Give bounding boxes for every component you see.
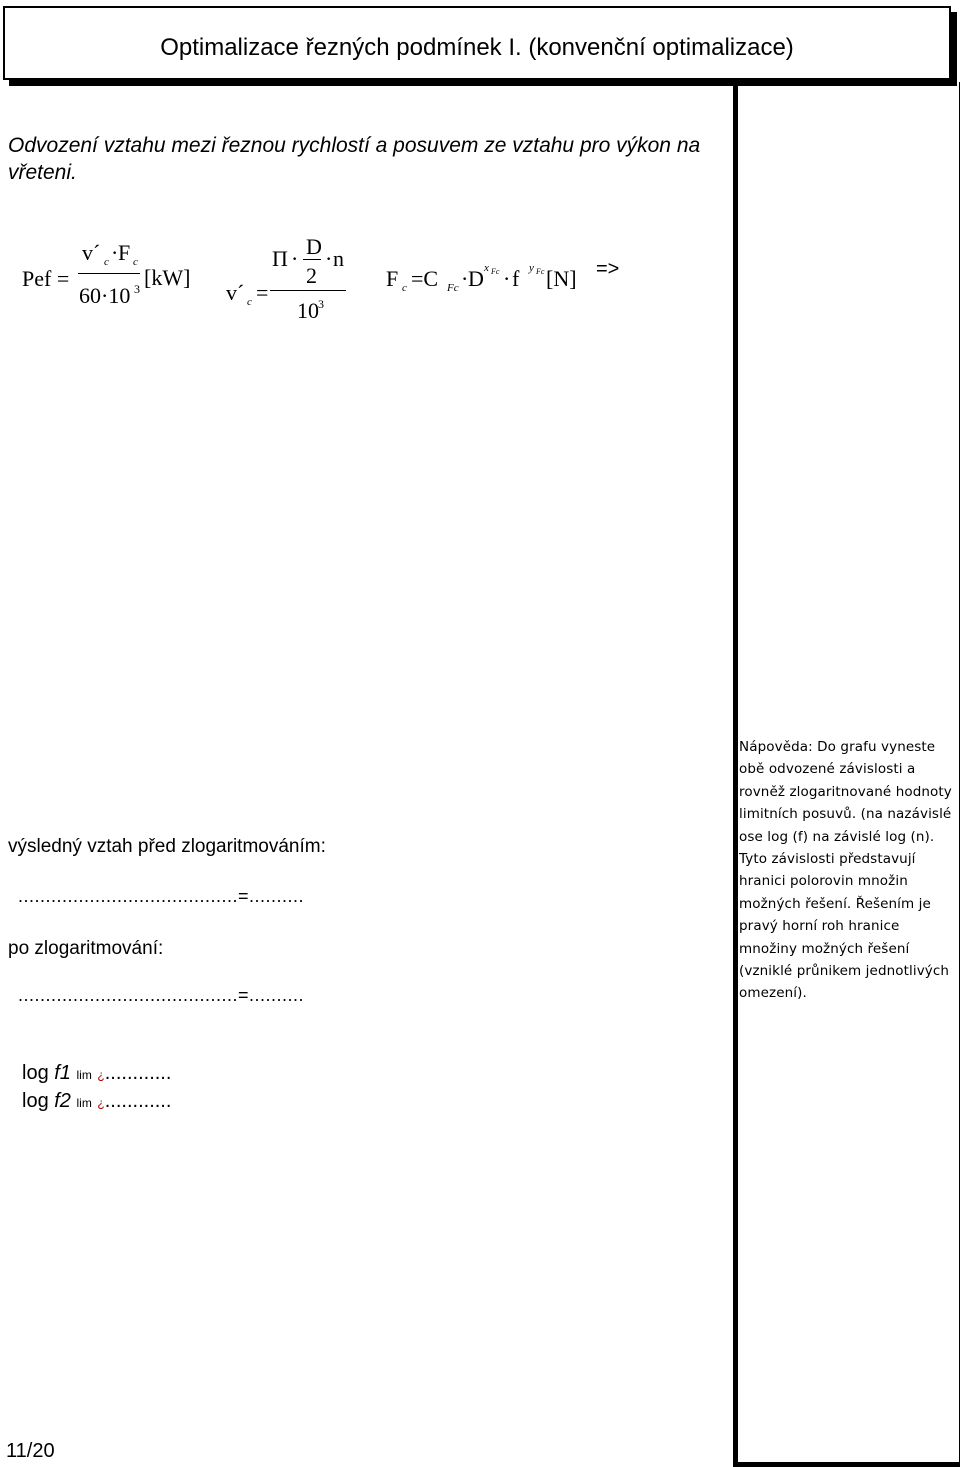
fc-f-exp: y [529, 262, 534, 274]
fc-f-exp-sub: Fc [536, 267, 545, 276]
fc-lhs-sub: c [402, 282, 407, 294]
vc-num-two: 2 [306, 263, 317, 288]
vc-num-d: D [306, 234, 322, 259]
fc-d: D [468, 266, 484, 291]
vc-den: 10 [297, 298, 319, 323]
pef-den-exp: 3 [134, 282, 140, 296]
log-mark: ¿ [97, 1096, 105, 1110]
implies-arrow: => [596, 258, 620, 280]
title-box [3, 6, 951, 80]
vc-inner-fraction-line [303, 259, 321, 260]
page-number: 11/20 [6, 1440, 55, 1462]
log-var: f2 [54, 1090, 71, 1112]
fc-f: f [512, 266, 520, 291]
fc-eq: =C [411, 266, 439, 291]
pef-den: 60·10 [79, 283, 131, 308]
page-title: Optimalizace řezných podmínek I. (konvenční optimalizace) [160, 34, 794, 61]
log-dots: ............ [104, 1090, 172, 1112]
vc-lhs-v: v´ [226, 280, 245, 305]
fc-d-exp-sub: Fc [491, 267, 500, 276]
fc-lhs-f: F [386, 266, 399, 291]
log-prefix: log [22, 1062, 55, 1084]
fc-unit: [N] [546, 266, 577, 291]
hint-text: Nápověda: Do grafu vyneste obě odvozené závislosti a rovněž zlogaritnované hodnoty limitních posuvů. (na nazávislé ose log (f) na závislé log (n). Tyto závislosti představují hranici polorovin množin možných řešení. Řešením je pravý horní roh hranice množiny možných řešení (vzniklé průnikem jednotlivých omezení). [739, 739, 952, 1002]
vc-fraction-line [270, 290, 346, 291]
pef-fraction-line [78, 273, 140, 274]
log-line-f2 [22, 1090, 171, 1113]
vc-lhs-sub: c [247, 296, 252, 308]
pef-num-sub-c2: c [133, 256, 138, 268]
log-var: f1 [54, 1062, 71, 1084]
after-log-label: po zlogaritmování: [8, 938, 164, 959]
log-line-f1 [22, 1062, 171, 1085]
intro-text: Odvození vztahu mezi řeznou rychlostí a posuvem ze vztahu pro výkon na vřeteni. [8, 134, 701, 184]
log-sub: lim [76, 1096, 92, 1110]
pef-num-f: F [118, 240, 131, 265]
after-log-blank: ........................................=.......... [18, 985, 305, 1005]
before-log-blank: ........................................=.......... [18, 886, 305, 906]
fc-d-exp: x [484, 262, 489, 274]
before-log-label: výsledný vztah před zlogaritmováním: [8, 836, 326, 857]
log-mark: ¿ [97, 1068, 105, 1082]
vc-eq: = [256, 280, 269, 305]
vc-den-exp: 3 [318, 297, 324, 311]
vc-num-pi: Π [272, 246, 288, 271]
log-dots: ............ [104, 1062, 172, 1084]
vc-num-n: n [333, 246, 344, 271]
pef-unit: [kW] [144, 265, 191, 290]
log-sub: lim [76, 1068, 92, 1082]
pef-num-sub-c1: c [104, 256, 109, 268]
pef-num-v: v´ [82, 240, 101, 265]
pef-lhs: Pef = [22, 266, 70, 291]
fc-c-sub: Fc [447, 282, 459, 294]
log-prefix: log [22, 1090, 55, 1112]
